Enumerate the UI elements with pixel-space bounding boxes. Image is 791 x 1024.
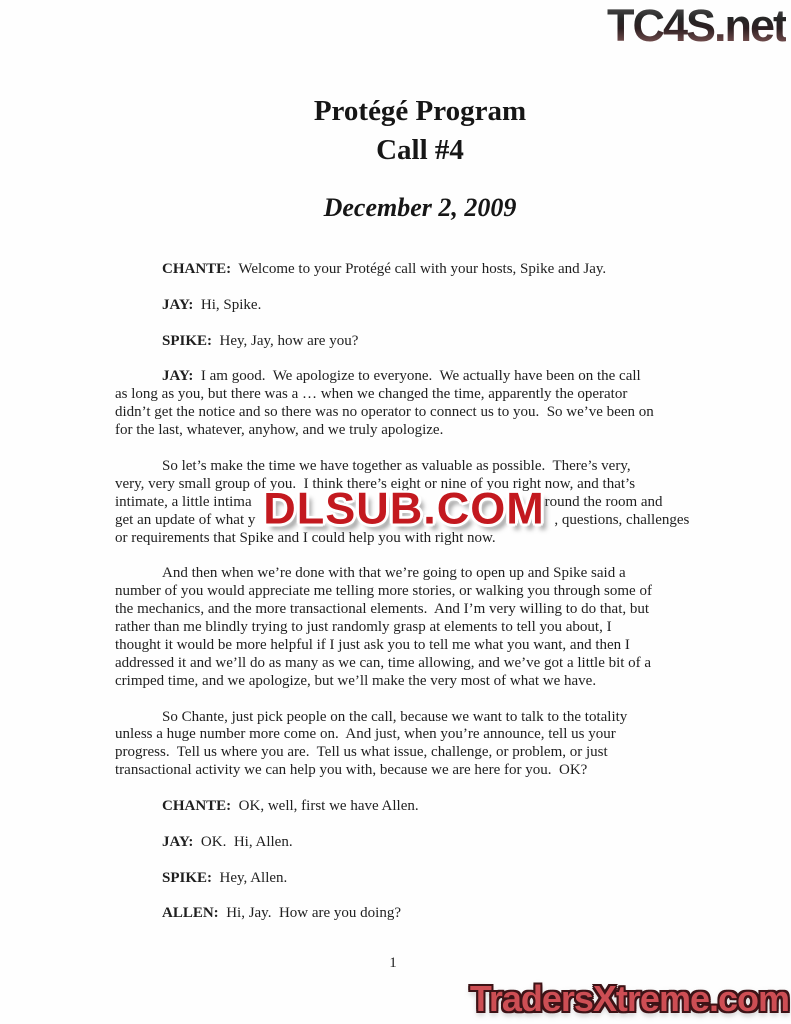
transcript-line: transactional activity we can help you with, because we are here for you. OK? [115,762,588,779]
paragraph [115,368,755,440]
speaker-name: JAY: [162,368,194,385]
paragraph [115,905,755,923]
paragraph [115,798,755,816]
transcript-line: So Chante, just pick people on the call, because we want to talk to the totality [162,708,628,725]
speaker-name: SPIKE: [162,869,213,886]
transcript-line: very, very small group of you. I think there’s eight or nine of you right now, and that’s [115,475,636,492]
transcript-line: thought it would be more helpful if I just ask you to tell me what you want, and then I [115,636,630,653]
transcript-line: for the last, whatever, anyhow, and we truly apologize. [115,422,444,439]
paragraph [115,834,755,852]
paragraph [115,261,755,279]
transcript-line: rather than me blindly trying to just randomly grasp at elements to tell you about, I [115,619,612,636]
document-date: December 2, 2009 [323,193,517,222]
transcript-line: or requirements that Spike and I could help you with right now. [115,529,496,546]
transcript-line: JAY: OK. Hi, Allen. [162,833,293,850]
tradersxtreme-watermark-logo: TradersXtreme.com [469,978,789,1019]
transcript-line: didn’t get the notice and so there was no operator to connect us to you. So we’ve been on [115,404,654,421]
transcript-line: progress. Tell us where you are. Tell us what issue, challenge, or problem, or just [115,744,608,761]
transcript [115,261,755,941]
speaker-name: SPIKE: [162,332,213,349]
transcript-line: So let’s make the time we have together as valuable as possible. There’s very, [162,457,631,474]
speaker-name: JAY: [162,296,194,313]
page-number: 1 [389,955,397,971]
transcript-line: crimped time, and we apologize, but we’ll make the very most of what we have. [115,672,597,689]
paragraph [115,565,755,690]
paragraph [115,709,755,781]
speaker-name: CHANTE: [162,798,232,815]
transcript-line: addressed it and we’ll do as many as we can, time allowing, and we’ve got a little bit of a [115,654,652,671]
transcript-line: SPIKE: Hey, Allen. [162,869,288,886]
document-title [139,92,701,170]
paragraph [115,333,755,351]
transcript-line: unless a huge number more come on. And just, when you’re announce, tell us your [115,726,616,743]
transcript-line: CHANTE: OK, well, first we have Allen. [162,798,419,815]
speaker-name: ALLEN: [162,905,219,922]
transcript-line: JAY: Hi, Spike. [162,296,262,313]
tc4s-watermark-logo: TC4S.net [606,0,786,51]
transcript-line: ALLEN: Hi, Jay. How are you doing? [162,905,402,922]
transcript-line: CHANTE: Welcome to your Protégé call with your hosts, Spike and Jay. [162,261,607,277]
transcript-line: the mechanics, and the more transactional elements. And I’m very willing to do that, but [115,601,650,618]
transcript-line: get an update of what y , questions, challenges [115,511,690,528]
transcript-line: SPIKE: Hey, Jay, how are you? [162,332,359,349]
document-title-line1: Protégé Program [313,95,527,127]
transcript-line: JAY: I am good. We apologize to everyone. We actually have been on the call [162,368,641,385]
paragraph [115,870,755,888]
transcript-line: number of you would appreciate me telling more stories, or walking you through some of [115,583,652,600]
document-title-line2: Call #4 [376,134,464,166]
transcript-line: as long as you, but there was a … when we changed the time, apparently the operator [115,386,628,403]
transcript-line: intimate, a little intima round the room and [115,493,663,510]
speaker-name: JAY: [162,833,194,850]
paragraph [115,297,755,315]
speaker-name: CHANTE: [162,261,232,277]
dlsub-watermark-logo: DLSUB.COM [263,483,545,534]
transcript-line: And then when we’re done with that we’re going to open up and Spike said a [162,565,626,582]
